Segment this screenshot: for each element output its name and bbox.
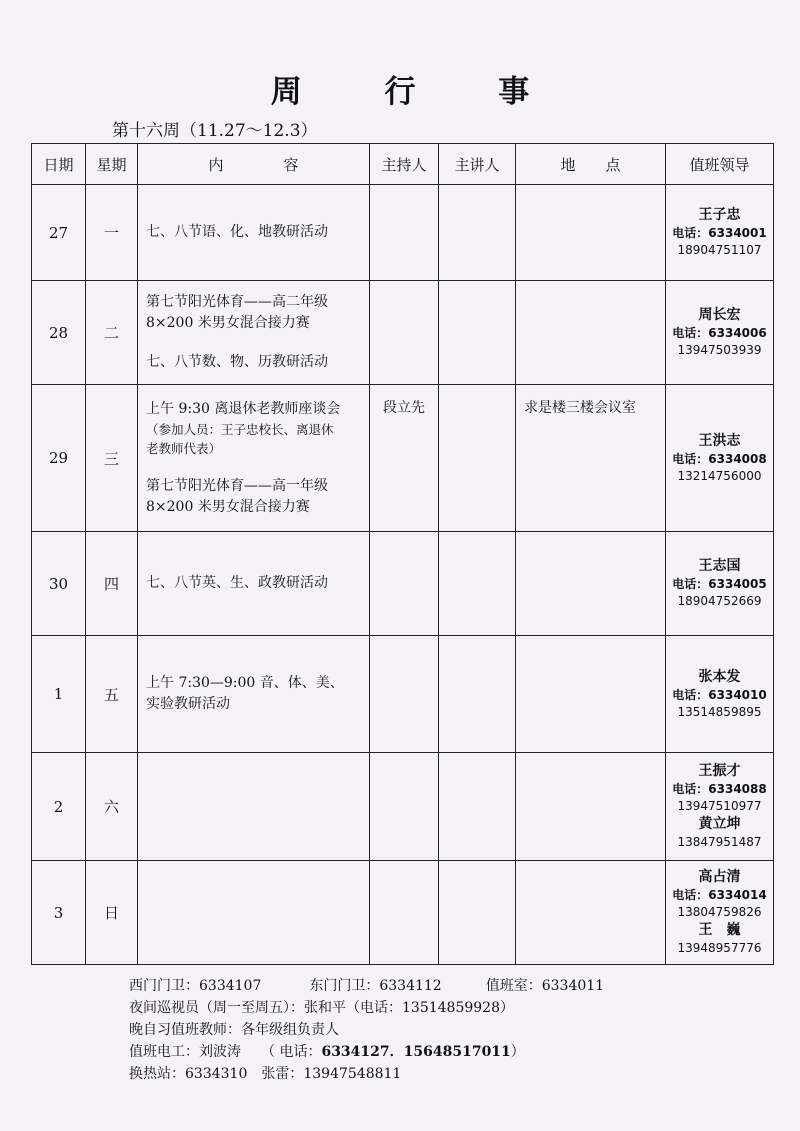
row-speaker <box>439 532 516 636</box>
row-weekday: 五 <box>86 636 138 753</box>
row-content <box>138 753 370 861</box>
header-speaker: 主讲人 <box>439 144 516 185</box>
row-weekday: 六 <box>86 753 138 861</box>
content-line: 老教师代表） <box>146 440 222 456</box>
duty-phone: 电话：6334014 <box>672 888 767 902</box>
east-gate-phone: 东门门卫：6334112 <box>309 978 442 994</box>
duty-mobile: 18904751107 <box>677 243 762 257</box>
row-duty-leader <box>666 636 774 753</box>
row-duty-leader <box>666 281 774 385</box>
electrician-phones: 6334127．15648517011 <box>321 1044 511 1060</box>
content-line: 8×200 米男女混合接力赛 <box>146 315 310 331</box>
table-row <box>32 636 774 753</box>
row-date: 3 <box>32 861 86 965</box>
row-duty-leader <box>666 385 774 532</box>
heating-station: 换热站：6334310 张雷：13947548811 <box>129 1066 402 1082</box>
duty-mobile: 13947503939 <box>677 343 762 357</box>
table-row <box>32 281 774 385</box>
row-date: 1 <box>32 636 86 753</box>
duty-mobile: 13804759826 <box>677 905 762 919</box>
row-content <box>138 532 370 636</box>
header-date: 日期 <box>32 144 86 185</box>
night-patrol: 夜间巡视员（周一至周五）：张和平（电话：13514859928） <box>129 1000 514 1016</box>
electrician-label: 值班电工：刘波涛 <box>129 1044 241 1060</box>
row-speaker <box>439 185 516 281</box>
duty-mobile: 13948957776 <box>677 941 762 955</box>
row-location <box>516 281 666 385</box>
duty-phone: 电话：6334005 <box>672 577 767 591</box>
content-line: 第七节阳光体育——高一年级 <box>146 477 328 494</box>
row-content <box>138 861 370 965</box>
duty-mobile: 13847951487 <box>677 835 762 849</box>
duty-phone: 电话：6334010 <box>672 687 767 702</box>
duty-phone: 电话：6334008 <box>672 451 767 466</box>
content-line: 上午 7:30—9:00 音、体、美、 <box>146 675 344 691</box>
duty-name: 王子忠 <box>698 207 741 223</box>
row-speaker <box>439 636 516 753</box>
electrician-phone-open: （ 电话： <box>261 1044 322 1060</box>
row-weekday: 三 <box>86 385 138 532</box>
content-line: 实验教研活动 <box>146 696 230 712</box>
table-row <box>32 385 774 532</box>
duty-phone: 电话：6334088 <box>672 782 767 796</box>
row-content <box>138 185 370 281</box>
header-duty: 值班领导 <box>666 144 774 185</box>
row-location <box>516 861 666 965</box>
content-line: 8×200 米男女混合接力赛 <box>146 498 310 515</box>
row-date: 27 <box>32 185 86 281</box>
row-location <box>516 185 666 281</box>
duty-phone: 电话：6334006 <box>672 326 767 340</box>
row-host <box>370 753 439 861</box>
row-date: 29 <box>32 385 86 532</box>
row-duty-leader <box>666 532 774 636</box>
header-content: 内 容 <box>138 144 370 185</box>
row-duty-leader <box>666 185 774 281</box>
row-host <box>370 532 439 636</box>
row-location <box>516 753 666 861</box>
row-duty-leader <box>666 861 774 965</box>
duty-mobile: 13214756000 <box>677 468 762 483</box>
row-content <box>138 636 370 753</box>
header-host: 主持人 <box>370 144 439 185</box>
table-header-row <box>32 144 774 185</box>
header-day: 星期 <box>86 144 138 185</box>
row-weekday: 日 <box>86 861 138 965</box>
duty-room-phone: 值班室：6334011 <box>485 978 605 994</box>
row-location <box>516 636 666 753</box>
duty-name: 黄立坤 <box>698 816 741 832</box>
evening-study-duty: 晚自习值班教师：各年级组负责人 <box>129 1022 339 1038</box>
west-gate-phone: 西门门卫：6334107 <box>129 978 262 994</box>
row-speaker <box>439 861 516 965</box>
table-row <box>32 861 774 965</box>
row-location: 求是楼三楼会议室 <box>516 385 666 532</box>
duty-name: 张本发 <box>698 668 741 685</box>
row-weekday: 四 <box>86 532 138 636</box>
row-host: 段立先 <box>370 385 439 532</box>
row-date: 28 <box>32 281 86 385</box>
row-date: 2 <box>32 753 86 861</box>
row-date: 30 <box>32 532 86 636</box>
row-location <box>516 532 666 636</box>
electrician-phone-close: ） <box>510 1044 525 1060</box>
duty-phone: 电话：6334001 <box>672 226 767 240</box>
content-line: （参加人员：王子忠校长、离退休 <box>146 421 334 437</box>
row-host <box>370 185 439 281</box>
duty-name: 王洪志 <box>698 432 741 449</box>
contact-footer <box>129 975 604 1085</box>
row-weekday: 一 <box>86 185 138 281</box>
content-line: 七、八节语、化、地教研活动 <box>146 224 328 240</box>
row-content <box>138 385 370 532</box>
duty-mobile: 18904752669 <box>677 594 762 608</box>
table-row <box>32 753 774 861</box>
duty-name: 王 巍 <box>698 922 741 938</box>
content-line: 上午 9:30 离退休老教师座谈会 <box>146 400 341 417</box>
row-speaker <box>439 753 516 861</box>
row-host <box>370 636 439 753</box>
schedule-table <box>31 143 774 965</box>
row-host <box>370 861 439 965</box>
row-content <box>138 281 370 385</box>
row-host <box>370 281 439 385</box>
row-duty-leader <box>666 753 774 861</box>
table-row <box>32 185 774 281</box>
content-line: 七、八节英、生、政教研活动 <box>146 575 328 591</box>
content-line: 第七节阳光体育——高二年级 <box>146 294 328 310</box>
row-weekday: 二 <box>86 281 138 385</box>
duty-name: 王志国 <box>698 558 741 574</box>
duty-name: 高占清 <box>698 869 741 885</box>
duty-name: 周长宏 <box>698 307 741 323</box>
duty-mobile: 13947510977 <box>677 799 762 813</box>
page-title: 周 行 事 <box>270 74 566 110</box>
duty-mobile: 13514859895 <box>677 704 762 719</box>
table-row <box>32 532 774 636</box>
row-speaker <box>439 281 516 385</box>
content-line: 七、八节数、物、历教研活动 <box>146 354 328 370</box>
header-location: 地 点 <box>516 144 666 185</box>
row-speaker <box>439 385 516 532</box>
duty-name: 王振才 <box>698 763 741 779</box>
week-label: 第十六周（11.27～12.3） <box>112 121 318 141</box>
